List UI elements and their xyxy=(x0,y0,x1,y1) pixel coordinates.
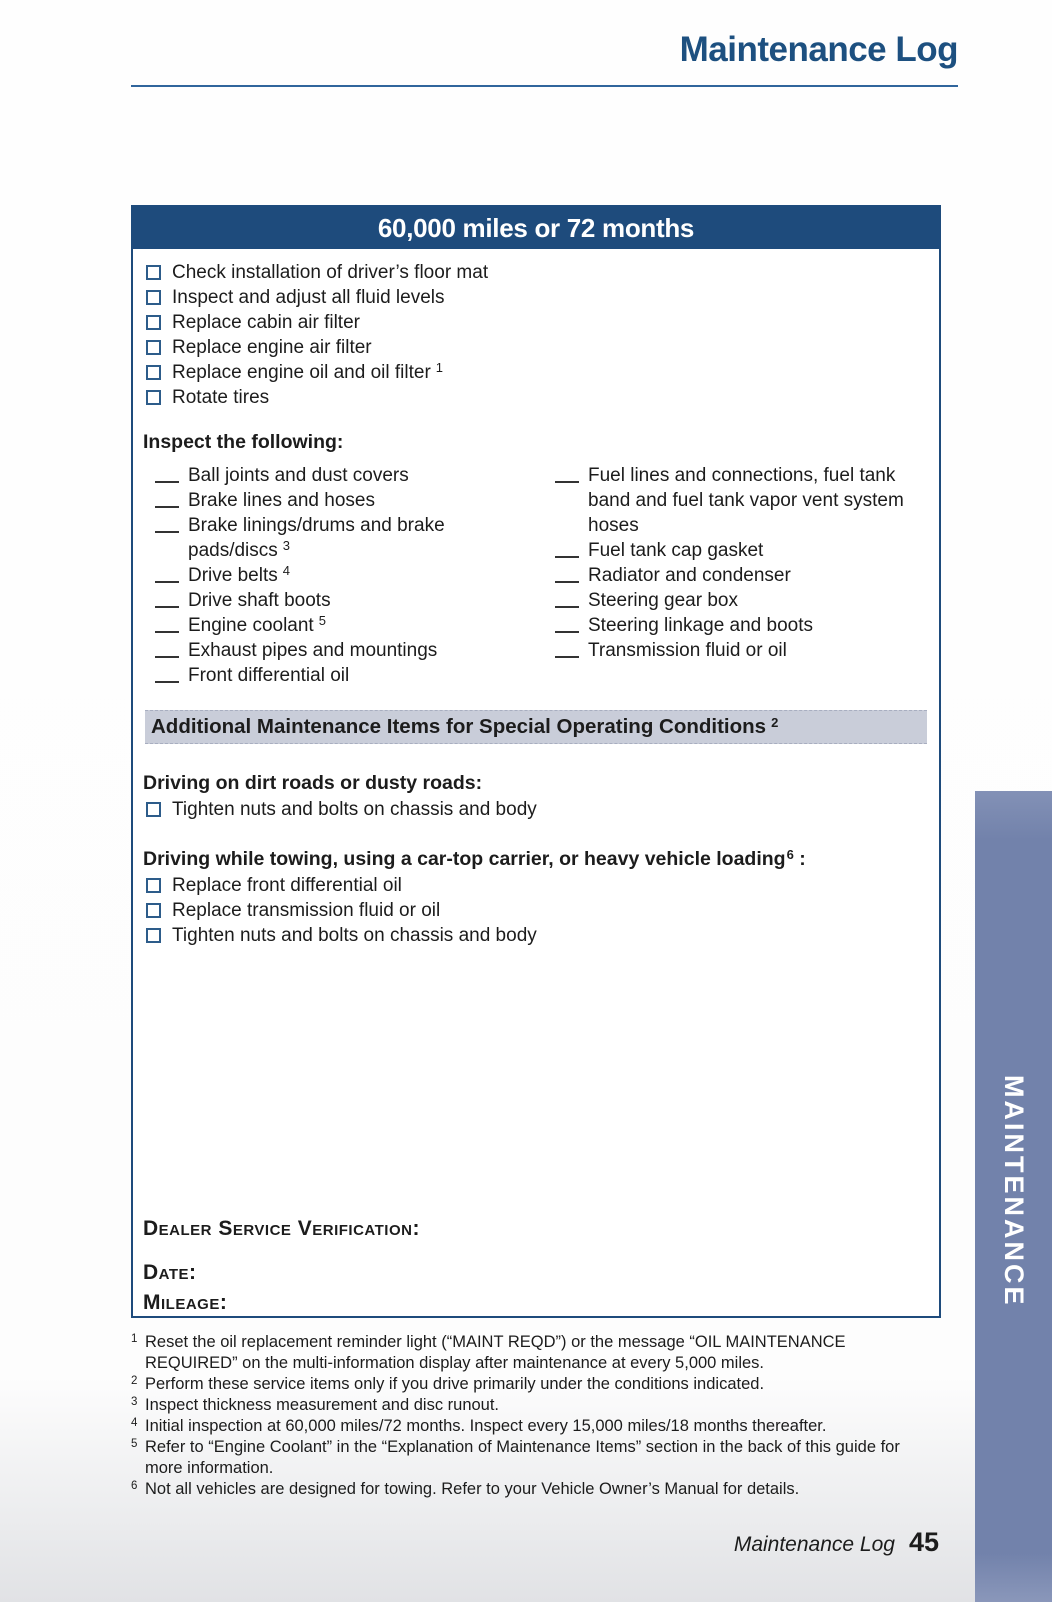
footnote-number: 1 xyxy=(131,1333,138,1345)
dirt-roads-list xyxy=(143,797,927,822)
footnote-text: Initial inspection at 60,000 miles/72 months. Inspect every 15,000 miles/18 months thereafter. xyxy=(145,1417,827,1435)
checklist-item xyxy=(143,285,927,310)
fill-in-line[interactable] xyxy=(155,588,179,608)
checklist-item xyxy=(143,385,927,410)
dirt-roads-heading: Driving on dirt roads or dusty roads: xyxy=(143,772,483,794)
inspect-list-left xyxy=(143,463,543,688)
footnote xyxy=(131,1374,937,1395)
footnote-number: 2 xyxy=(131,1375,138,1387)
page-title-block xyxy=(131,30,958,87)
checklist-item xyxy=(143,310,927,335)
inspect-item: Steering gear box xyxy=(555,588,927,613)
fill-in-line[interactable] xyxy=(155,638,179,658)
footnote-number: 3 xyxy=(131,1396,138,1408)
fill-in-line[interactable] xyxy=(555,563,579,583)
checklist-item: Tighten nuts and bolts on chassis and body xyxy=(143,923,927,948)
inspect-item: Drive shaft boots xyxy=(155,588,543,613)
inspect-item: Radiator and condenser xyxy=(555,563,927,588)
checklist-item: Tighten nuts and bolts on chassis and body xyxy=(143,797,927,822)
service-checklist xyxy=(143,260,927,410)
checklist-item: Replace front differential oil xyxy=(143,873,927,898)
footnote-text: Perform these service items only if you drive primarily under the conditions indicated. xyxy=(145,1375,765,1393)
maintenance-tab-label: MAINTENANCE xyxy=(999,1075,1029,1308)
inspect-item: Fuel tank cap gasket xyxy=(555,538,927,563)
checklist-item xyxy=(143,335,927,360)
fill-in-line[interactable] xyxy=(155,613,179,633)
checklist-item-label: Rotate tires xyxy=(172,387,270,408)
inspect-item: Steering linkage and boots xyxy=(555,613,927,638)
dealer-verification-label: Dealer Service Verification: xyxy=(143,1217,420,1240)
interval-header: 60,000 miles or 72 months xyxy=(133,207,939,249)
checkbox[interactable] xyxy=(146,315,161,330)
dealer-verification-block xyxy=(143,1218,927,1314)
checkbox[interactable] xyxy=(146,928,161,943)
checkbox[interactable] xyxy=(146,903,161,918)
footnote xyxy=(131,1416,937,1437)
footnote xyxy=(131,1437,937,1479)
checklist-item xyxy=(143,260,927,285)
fill-in-line[interactable] xyxy=(155,488,179,508)
footnote xyxy=(131,1332,937,1374)
inspect-item: Transmission fluid or oil xyxy=(555,638,927,663)
inspect-list-right xyxy=(543,463,927,688)
maintenance-section-tab[interactable] xyxy=(975,791,1052,1602)
footnote-number: 5 xyxy=(131,1438,138,1450)
footnote-text: Inspect thickness measurement and disc runout. xyxy=(145,1396,500,1414)
footnote xyxy=(131,1395,937,1416)
checklist-item-label: Replace cabin air filter xyxy=(172,312,360,333)
checklist-item: Replace transmission fluid or oil xyxy=(143,898,927,923)
inspect-heading: Inspect the following: xyxy=(143,431,344,453)
towing-heading: Driving while towing, using a car-top carrier, or heavy vehicle loading$^6$ : xyxy=(143,847,806,870)
checkbox[interactable] xyxy=(146,802,161,817)
fill-in-line[interactable] xyxy=(155,663,179,683)
special-conditions-bar: Additional Maintenance Items for Special Operating Conditions $^2$ xyxy=(145,710,927,744)
checklist-item-label: Replace engine air filter xyxy=(172,337,372,358)
footer-section-label: Maintenance Log xyxy=(733,1533,895,1556)
fill-in-line[interactable] xyxy=(155,563,179,583)
mileage-label: Mileage: xyxy=(143,1291,228,1314)
footnotes xyxy=(131,1332,937,1500)
checklist-item xyxy=(143,360,927,385)
fill-in-line[interactable] xyxy=(155,513,179,533)
checkbox[interactable] xyxy=(146,390,161,405)
inspect-item: Exhaust pipes and mountings xyxy=(155,638,543,663)
inspect-item: Fuel lines and connections, fuel tank band and fuel tank vapor vent system hoses xyxy=(555,463,927,538)
inspect-item: Brake lines and hoses xyxy=(155,488,543,513)
footnote-number: 6 xyxy=(131,1480,138,1492)
page-footer xyxy=(131,1527,939,1558)
checkbox[interactable] xyxy=(146,290,161,305)
maintenance-log-card xyxy=(131,205,941,1318)
footnote-text: Not all vehicles are designed for towing. Refer to your Vehicle Owner’s Manual for details. xyxy=(145,1480,800,1498)
card-body xyxy=(133,249,939,1314)
footnote-text: Reset the oil replacement reminder light (“MAINT REQD”) or the message “OIL MAINTENANCE REQUIRED” on the multi-information display after maintenance at every 5,000 miles. xyxy=(145,1333,846,1372)
checkbox[interactable] xyxy=(146,365,161,380)
fill-in-line[interactable] xyxy=(555,638,579,658)
inspect-item: Brake linings/drums and brake pads/discs $^3$ xyxy=(155,513,543,563)
checklist-item-label: Check installation of driver’s floor mat xyxy=(172,262,489,283)
checklist-item-label: Inspect and adjust all fluid levels xyxy=(172,287,445,308)
fill-in-line[interactable] xyxy=(555,588,579,608)
inspect-item: Front differential oil xyxy=(155,663,543,688)
checkbox[interactable] xyxy=(146,340,161,355)
date-label: Date: xyxy=(143,1261,197,1284)
inspect-item: Ball joints and dust covers xyxy=(155,463,543,488)
page-number: 45 xyxy=(908,1527,939,1557)
checklist-item-label: Replace engine oil and oil filter $^1$ xyxy=(172,360,444,383)
footnote xyxy=(131,1479,937,1500)
inspect-item: Drive belts $^4$ xyxy=(155,563,543,588)
footnote-text: Refer to “Engine Coolant” in the “Explanation of Maintenance Items” section in the back of this guide for more information. xyxy=(145,1438,900,1477)
fill-in-line[interactable] xyxy=(555,613,579,633)
fill-in-line[interactable] xyxy=(555,463,579,483)
checkbox[interactable] xyxy=(146,265,161,280)
fill-in-line[interactable] xyxy=(555,538,579,558)
checkbox[interactable] xyxy=(146,878,161,893)
fill-in-line[interactable] xyxy=(155,463,179,483)
towing-list xyxy=(143,873,927,948)
footnote-number: 4 xyxy=(131,1417,138,1429)
inspect-columns xyxy=(143,463,927,688)
page-title: Maintenance Log xyxy=(679,30,958,69)
inspect-item: Engine coolant $^5$ xyxy=(155,613,543,638)
